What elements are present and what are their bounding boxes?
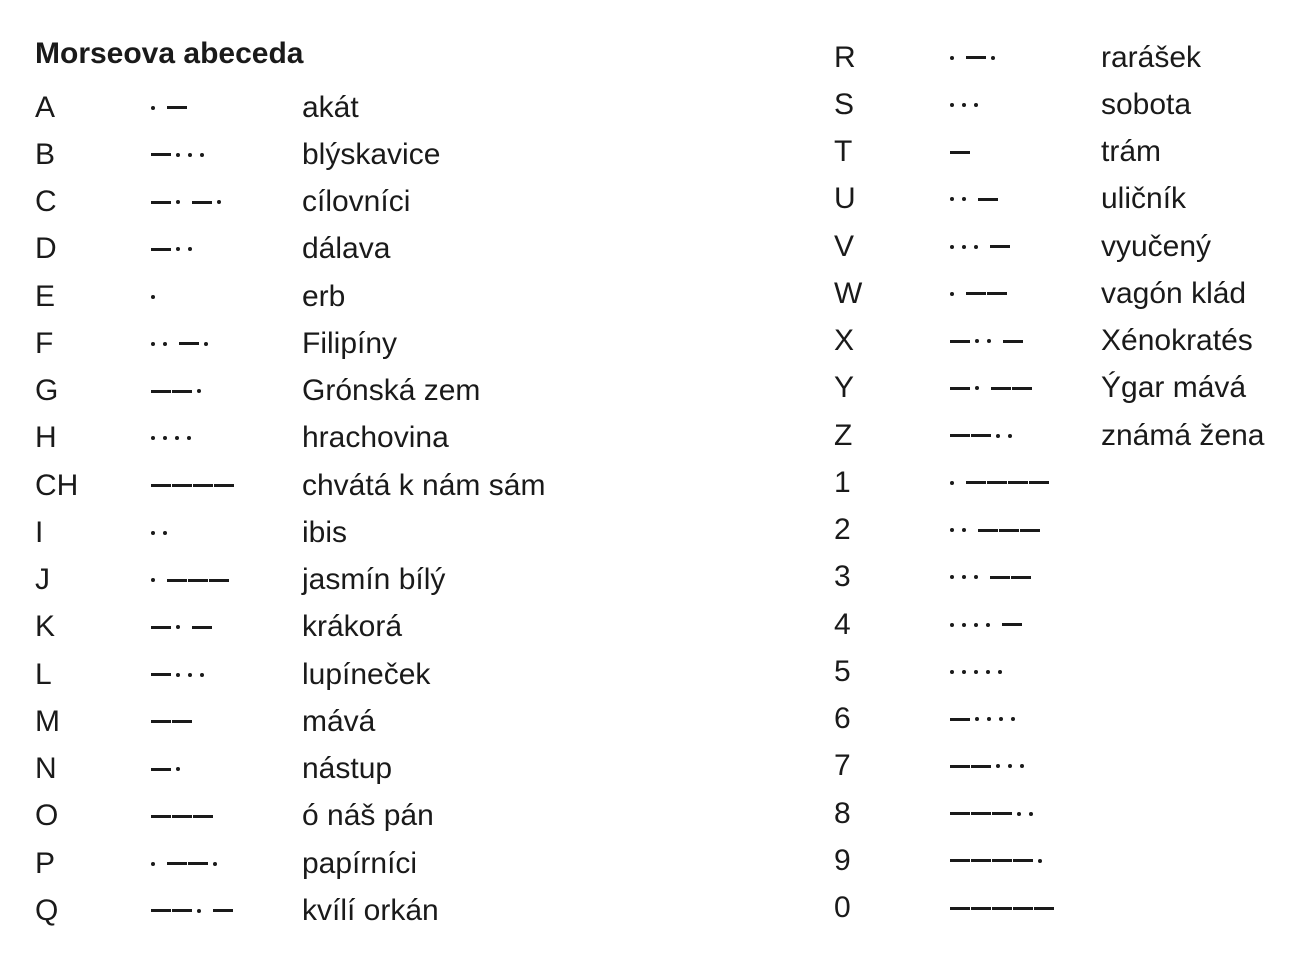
morse-character: 1	[834, 465, 851, 499]
morse-mnemonic: papírníci	[302, 846, 418, 880]
morse-code	[151, 88, 302, 128]
morse-dash	[151, 909, 171, 912]
morse-code	[950, 463, 1101, 503]
morse-dash	[151, 153, 171, 156]
morse-mnemonic: kvílí orkán	[302, 893, 439, 927]
morse-mnemonic: dálava	[302, 232, 391, 266]
morse-dot	[974, 575, 978, 579]
morse-dot	[962, 623, 966, 627]
morse-mnemonic: lupíneček	[302, 657, 431, 691]
morse-dash	[971, 765, 991, 768]
morse-code	[950, 841, 1101, 881]
morse-character: O	[35, 799, 59, 833]
morse-dash	[992, 907, 1012, 910]
morse-row	[35, 887, 545, 934]
morse-dash	[950, 387, 970, 390]
morse-character: E	[35, 279, 56, 313]
morse-dot	[996, 764, 1000, 768]
morse-dot	[197, 389, 201, 393]
morse-character: S	[834, 87, 855, 121]
morse-character: A	[35, 90, 56, 124]
morse-dot	[151, 436, 155, 440]
morse-character: I	[35, 515, 44, 549]
page-title: Morseova abeceda	[35, 37, 304, 70]
morse-dash	[172, 815, 192, 818]
morse-dot	[1008, 434, 1012, 438]
morse-code	[151, 418, 302, 458]
morse-dot	[176, 247, 180, 251]
morse-dot	[200, 673, 204, 677]
morse-dash	[950, 765, 970, 768]
morse-row	[35, 320, 545, 367]
morse-dot	[999, 717, 1003, 721]
morse-dash	[188, 579, 208, 582]
morse-dot	[176, 625, 180, 629]
morse-dash	[971, 859, 991, 862]
morse-character: J	[35, 563, 50, 597]
morse-dash	[966, 481, 986, 484]
morse-row	[834, 412, 1264, 459]
morse-dash	[971, 434, 991, 437]
morse-dash	[966, 292, 986, 295]
morse-dash	[172, 909, 192, 912]
morse-dash	[950, 907, 970, 910]
morse-character: P	[35, 846, 56, 880]
morse-dash	[1020, 529, 1040, 532]
morse-row	[35, 368, 545, 415]
morse-row	[35, 557, 545, 604]
morse-dash	[992, 812, 1012, 815]
morse-mnemonic: sobota	[1101, 87, 1192, 121]
morse-row	[834, 318, 1264, 365]
morse-mnemonic: trám	[1101, 135, 1161, 169]
morse-dash	[992, 859, 1012, 862]
morse-dash	[987, 292, 1007, 295]
morse-character: Q	[35, 893, 59, 927]
morse-dash	[1011, 576, 1031, 579]
morse-dash	[167, 106, 187, 109]
morse-dot	[151, 106, 155, 110]
morse-dot	[975, 386, 979, 390]
morse-dash	[1012, 387, 1032, 390]
morse-dash	[179, 342, 199, 345]
morse-mnemonic: akát	[302, 90, 359, 124]
morse-dot	[163, 436, 167, 440]
morse-mnemonic: rarášek	[1101, 40, 1202, 74]
morse-row	[834, 648, 1264, 695]
morse-dot	[962, 103, 966, 107]
morse-character: 2	[834, 513, 851, 547]
morse-code	[151, 796, 302, 836]
morse-dot	[1038, 859, 1042, 863]
morse-row	[35, 604, 545, 651]
morse-dot	[962, 197, 966, 201]
morse-code	[950, 321, 1101, 361]
morse-dot	[176, 153, 180, 157]
morse-mnemonic: hrachovina	[302, 421, 449, 455]
morse-code	[950, 557, 1101, 597]
morse-code	[950, 510, 1101, 550]
morse-dot	[213, 862, 217, 866]
morse-dash	[193, 815, 213, 818]
morse-mnemonic: cílovníci	[302, 185, 411, 219]
morse-dot	[204, 342, 208, 346]
morse-dot	[950, 245, 954, 249]
morse-row	[35, 131, 545, 178]
morse-row	[35, 698, 545, 745]
morse-dot	[950, 575, 954, 579]
morse-dot	[950, 197, 954, 201]
morse-character: Y	[834, 371, 855, 405]
morse-dash	[1034, 907, 1054, 910]
morse-character: Z	[834, 418, 853, 452]
morse-row	[35, 226, 545, 273]
morse-character: G	[35, 374, 59, 408]
morse-mnemonic: nástup	[302, 752, 393, 786]
morse-row	[834, 34, 1264, 81]
morse-dot	[200, 153, 204, 157]
morse-mnemonic: blýskavice	[302, 137, 441, 171]
morse-row	[35, 746, 545, 793]
morse-dash	[188, 862, 208, 865]
morse-character: 8	[834, 796, 851, 830]
morse-code	[151, 749, 302, 789]
morse-character: H	[35, 421, 57, 455]
morse-dot	[188, 247, 192, 251]
morse-dash	[1029, 481, 1049, 484]
morse-character: 3	[834, 560, 851, 594]
morse-row	[35, 179, 545, 226]
morse-dash	[151, 201, 171, 204]
morse-code	[950, 132, 1101, 172]
morse-character: 0	[834, 891, 851, 925]
morse-dash	[990, 576, 1010, 579]
morse-code	[151, 371, 302, 411]
morse-character: 9	[834, 843, 851, 877]
morse-character: U	[834, 182, 856, 216]
morse-character: C	[35, 185, 57, 219]
morse-mnemonic: mává	[302, 704, 376, 738]
morse-row	[834, 743, 1264, 790]
morse-character: R	[834, 40, 856, 74]
morse-character: B	[35, 137, 56, 171]
morse-dash	[1002, 623, 1022, 626]
morse-dot	[151, 578, 155, 582]
morse-dot	[1029, 812, 1033, 816]
morse-character: 5	[834, 654, 851, 688]
morse-dash	[172, 484, 192, 487]
morse-dash	[192, 626, 212, 629]
morse-mnemonic: vagón klád	[1101, 276, 1247, 310]
morse-code	[151, 135, 302, 175]
morse-dot	[1017, 812, 1021, 816]
morse-mnemonic: Filipíny	[302, 326, 398, 360]
morse-character: 7	[834, 749, 851, 783]
morse-dash	[999, 529, 1019, 532]
morse-dash	[950, 434, 970, 437]
morse-dot	[950, 623, 954, 627]
morse-code	[151, 702, 302, 742]
morse-code	[950, 274, 1101, 314]
morse-row	[834, 81, 1264, 128]
morse-dash	[950, 859, 970, 862]
morse-dash	[151, 673, 171, 676]
morse-mnemonic: ó náš pán	[302, 799, 434, 833]
morse-dash	[151, 390, 171, 393]
morse-dot	[998, 670, 1002, 674]
morse-dot	[974, 103, 978, 107]
morse-mnemonic: známá žena	[1101, 418, 1265, 452]
morse-code	[950, 652, 1101, 692]
morse-dot	[950, 481, 954, 485]
morse-row	[35, 462, 545, 509]
morse-dot	[151, 531, 155, 535]
morse-row	[834, 790, 1264, 837]
morse-dot	[188, 153, 192, 157]
morse-dash	[978, 529, 998, 532]
morse-dash	[193, 484, 213, 487]
morse-row	[834, 601, 1264, 648]
morse-dash	[209, 579, 229, 582]
morse-dot	[1020, 764, 1024, 768]
morse-dot	[974, 245, 978, 249]
morse-dot	[974, 623, 978, 627]
morse-mnemonic: ibis	[302, 515, 348, 549]
morse-mnemonic: vyučený	[1101, 229, 1212, 263]
morse-dot	[151, 862, 155, 866]
morse-row	[834, 223, 1264, 270]
morse-dash	[167, 579, 187, 582]
morse-dash	[971, 812, 991, 815]
morse-dot	[950, 528, 954, 532]
morse-mnemonic: uličník	[1101, 182, 1187, 216]
morse-dot	[176, 200, 180, 204]
morse-row	[834, 837, 1264, 884]
morse-dash	[213, 909, 233, 912]
morse-code	[950, 888, 1101, 928]
morse-row	[35, 415, 545, 462]
morse-dot	[151, 342, 155, 346]
morse-dot	[188, 673, 192, 677]
morse-row	[834, 696, 1264, 743]
morse-character: CH	[35, 468, 79, 502]
morse-dot	[1008, 764, 1012, 768]
morse-mnemonic: Xénokratés	[1101, 324, 1253, 358]
morse-dash	[151, 626, 171, 629]
morse-code	[950, 746, 1101, 786]
morse-code	[950, 38, 1101, 78]
morse-dot	[950, 103, 954, 107]
morse-dot	[962, 245, 966, 249]
morse-dash	[950, 812, 970, 815]
morse-dot	[175, 436, 179, 440]
morse-code	[950, 794, 1101, 834]
morse-dot	[986, 670, 990, 674]
morse-dash	[1013, 907, 1033, 910]
morse-code	[151, 844, 302, 884]
morse-dot	[987, 339, 991, 343]
morse-dot	[975, 717, 979, 721]
morse-row	[834, 365, 1264, 412]
morse-dot	[1011, 717, 1015, 721]
morse-code	[950, 227, 1101, 267]
morse-code	[151, 277, 302, 317]
morse-row	[35, 509, 545, 556]
morse-code	[151, 607, 302, 647]
morse-dot	[962, 575, 966, 579]
morse-row	[35, 273, 545, 320]
morse-character: K	[35, 610, 56, 644]
morse-dash	[151, 484, 171, 487]
morse-dot	[950, 56, 954, 60]
morse-row	[834, 459, 1264, 506]
morse-mnemonic: krákorá	[302, 610, 403, 644]
morse-character: X	[834, 324, 855, 358]
morse-dash	[966, 56, 986, 59]
morse-code	[151, 182, 302, 222]
morse-code	[950, 368, 1101, 408]
morse-dot	[991, 56, 995, 60]
morse-dot	[974, 670, 978, 674]
morse-code	[950, 85, 1101, 125]
morse-code	[151, 229, 302, 269]
morse-dot	[950, 292, 954, 296]
morse-dash	[950, 151, 970, 154]
morse-dash	[1013, 859, 1033, 862]
morse-mnemonic: chvátá k nám sám	[302, 468, 546, 502]
morse-character: L	[35, 657, 52, 691]
morse-mnemonic: erb	[302, 279, 346, 313]
morse-dot	[187, 436, 191, 440]
morse-dash	[971, 907, 991, 910]
morse-mnemonic: Grónská zem	[302, 374, 481, 408]
morse-character: W	[834, 276, 863, 310]
morse-code	[151, 560, 302, 600]
morse-code	[151, 513, 302, 553]
morse-row	[35, 793, 545, 840]
morse-row	[834, 270, 1264, 317]
morse-mnemonic: Ýgar mává	[1101, 371, 1247, 405]
morse-code	[950, 699, 1101, 739]
morse-dot	[176, 673, 180, 677]
morse-dot	[163, 342, 167, 346]
morse-character: M	[35, 704, 60, 738]
morse-dash	[1003, 340, 1023, 343]
morse-code	[950, 179, 1101, 219]
morse-dash	[950, 340, 970, 343]
morse-row	[35, 84, 545, 131]
morse-dot	[962, 528, 966, 532]
morse-row	[834, 885, 1264, 932]
morse-code	[151, 466, 302, 506]
morse-dash	[987, 481, 1007, 484]
morse-dash	[214, 484, 234, 487]
morse-row	[834, 129, 1264, 176]
morse-code	[151, 655, 302, 695]
morse-character: D	[35, 232, 57, 266]
morse-dash	[172, 720, 192, 723]
morse-row	[834, 176, 1264, 223]
morse-code	[950, 605, 1101, 645]
morse-character: F	[35, 326, 54, 360]
morse-dot	[176, 767, 180, 771]
morse-character: T	[834, 135, 853, 169]
morse-dot	[962, 670, 966, 674]
morse-row	[35, 840, 545, 887]
morse-dot	[217, 200, 221, 204]
morse-character: 4	[834, 607, 851, 641]
morse-dot	[996, 434, 1000, 438]
morse-row	[35, 651, 545, 698]
morse-character: 6	[834, 702, 851, 736]
morse-dot	[163, 531, 167, 535]
morse-dot	[987, 717, 991, 721]
morse-dot	[197, 909, 201, 913]
morse-dot	[975, 339, 979, 343]
morse-dash	[991, 387, 1011, 390]
morse-dot	[151, 295, 155, 299]
morse-dash	[192, 201, 212, 204]
morse-character: V	[834, 229, 855, 263]
morse-mnemonic: jasmín bílý	[302, 563, 446, 597]
morse-dash	[151, 720, 171, 723]
morse-code	[151, 324, 302, 364]
morse-dash	[950, 718, 970, 721]
right-column	[834, 34, 1264, 932]
morse-dash	[151, 815, 171, 818]
morse-code	[151, 891, 302, 931]
morse-row	[834, 554, 1264, 601]
morse-character: N	[35, 752, 57, 786]
morse-dash	[167, 862, 187, 865]
morse-dash	[1008, 481, 1028, 484]
morse-dash	[151, 248, 171, 251]
morse-dash	[990, 245, 1010, 248]
left-column	[35, 84, 545, 935]
morse-dot	[986, 623, 990, 627]
morse-dash	[978, 198, 998, 201]
morse-dot	[950, 670, 954, 674]
morse-code	[950, 416, 1101, 456]
morse-row	[834, 507, 1264, 554]
morse-dash	[151, 768, 171, 771]
morse-dash	[172, 390, 192, 393]
